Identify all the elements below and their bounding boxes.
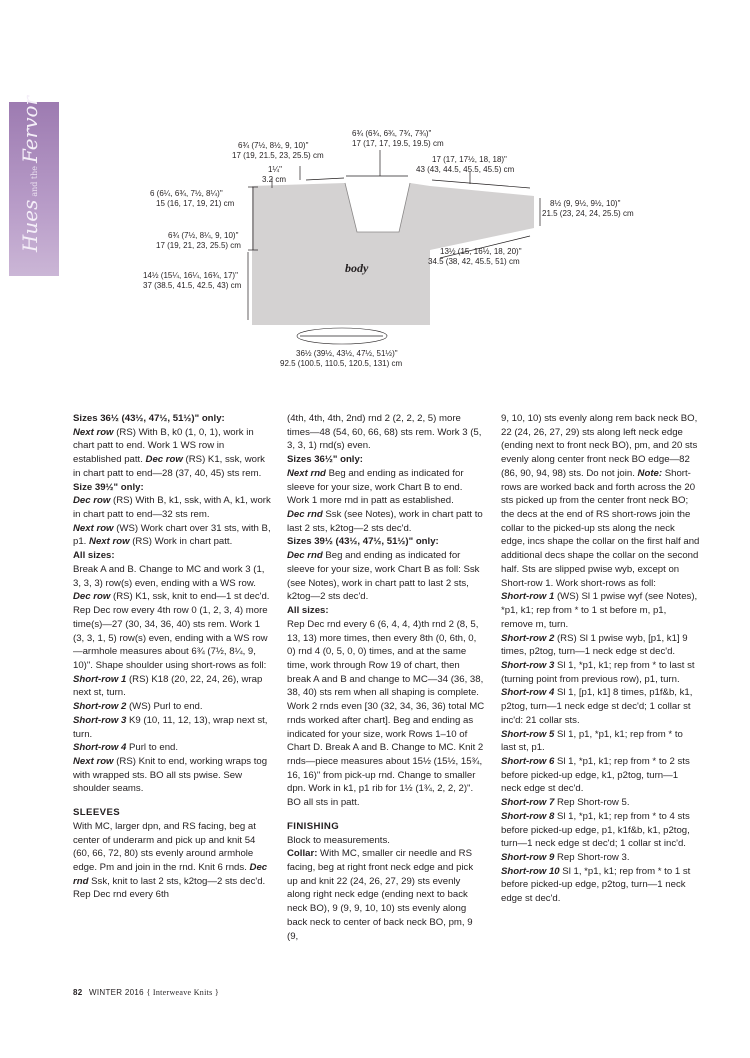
instruction-label: Next row [73, 755, 114, 767]
instruction-text: Sl 1, *p1, k1; rep from * to 1 st before picked-up edge, p2tog, turn—1 neck edge st dec'd. [501, 865, 691, 905]
instruction-label: Short-row 3 [73, 714, 127, 726]
instruction-text: Short-rows are worked back and forth across the 20 sts picked up from the center front neck BO; the decs at the end of RS short-rows join the collar to the picked-up sts along the neck edge, incs shape the collar on the first half and additional decs shape the collar on the second half. Sts are slipped pwise wyb, except on Short-row 1. Work short-rows as foll: [501, 467, 700, 589]
m-cuff-2: 21.5 (23, 24, 24, 25.5) cm [542, 209, 634, 218]
instruction-label: Dec row [73, 591, 111, 603]
instruction-label: Short-row 8 [501, 810, 555, 822]
paragraph [73, 673, 272, 700]
instruction-text: (RS) Sl 1 pwise wyb, [p1, k1] 9 times, p2tog, turn—1 neck edge st dec'd. [501, 632, 688, 658]
paragraph [501, 590, 700, 631]
size-heading: All sizes: [287, 605, 329, 617]
size-heading: Sizes 36½" only: [287, 454, 364, 466]
instruction-text: Rep Short-row 3. [554, 852, 630, 863]
tab-word-hues: Hues [18, 199, 42, 253]
instruction-label: Short-row 9 [501, 852, 555, 863]
instruction-label: Dec row [145, 454, 183, 466]
paragraph [501, 659, 700, 686]
instruction-text: 9, 10, 10) sts evenly along rem back neck BO, 22 (24, 26, 27, 29) sts along left neck edge (ending next to front neck BO), pm, and 20 sts evenly along center front neck BO edge—82 (86, 90, 94, 98) sts. Do not join. [501, 413, 698, 479]
instruction-label: Dec rnd [73, 862, 268, 887]
paragraph [287, 847, 486, 943]
instruction-label: Short-row 6 [501, 755, 555, 767]
m-body-len-2: 37 (38.5, 41.5, 42.5, 43) cm [143, 281, 242, 290]
instruction-text: Ssk (see Notes), work in chart patt to last 2 sts, k2tog—2 sts dec'd. [287, 509, 483, 534]
instruction-text: Sl 1, *p1, k1; rep from * to 2 sts before picked-up edge, k1, p2tog, turn—1 neck edge st dec'd. [501, 755, 690, 795]
instruction-text: Sl 1, [p1, k1] 8 times, p1f&b, k1, p2tog, turn—1 neck edge st dec'd; 1 collar st inc'd: 21 collar sts. [501, 687, 693, 726]
instruction-label: Short-row 4 [501, 687, 555, 699]
instruction-label: Next row [73, 426, 114, 438]
m-neck-drop-2: 3.2 cm [262, 175, 287, 184]
publication-name: { Interweave Knits } [146, 988, 219, 997]
column-3 [501, 412, 700, 943]
instruction-label: Short-row 1 [501, 591, 555, 603]
instruction-label: Next row [89, 536, 130, 548]
m-neck-outer-1: 6¾ (7½, 8½, 9, 10)" [238, 141, 309, 150]
instruction-text: Sl 1, p1, *p1, k1; rep from * to last st, p1. [501, 728, 683, 754]
m-upper-arm-2: 43 (43, 44.5, 45.5, 45.5) cm [416, 165, 515, 174]
instruction-text: Break A and B. Change to MC and work 3 (1, 3, 3, 3) row(s) even, ending with a WS row. [73, 563, 265, 589]
m-cuff-1: 8½ (9, 9½, 9½, 10)" [550, 199, 621, 208]
m-neck-inner-1: 6¾ (6¾, 6¾, 7¾, 7¾)" [352, 129, 432, 138]
tab-word-fervor: Fervor [18, 95, 42, 163]
instruction-label: Short-row 7 [501, 797, 555, 809]
instruction-text: (RS) Work in chart patt. [129, 536, 233, 548]
paragraph [73, 755, 272, 796]
instruction-label: Short-row 10 [501, 865, 560, 877]
paragraph [501, 755, 700, 796]
m-neck-inner-2: 17 (17, 17, 19.5, 19.5) cm [352, 139, 444, 148]
m-sleeve-2: 34.5 (38, 42, 45.5, 51) cm [428, 257, 520, 266]
instruction-text: K9 (10, 11, 12, 13), wrap next st, turn. [73, 714, 268, 740]
instruction-label: Next row [73, 522, 114, 534]
paragraph [501, 632, 700, 659]
column-2 [287, 412, 486, 943]
paragraph [287, 412, 486, 453]
instruction-text: Sl 1, *p1, k1; rep from * to last st (turning point from previous row), p1, turn. [501, 659, 695, 685]
size-heading: Size 39½" only: [73, 481, 144, 493]
instruction-text: Beg and ending as indicated for sleeve for your size, work Chart B as foll: Ssk (see Notes), work in chart patt to last 2 sts, k2tog—2 sts dec'd. [287, 550, 480, 603]
paragraph [287, 834, 486, 848]
instruction-text: Ssk, knit to last 2 sts, k2tog—2 sts dec'd. Rep Dec rnd every 6th [73, 875, 266, 901]
paragraph [287, 618, 486, 810]
tab-word-andthe: and the [30, 165, 39, 197]
paragraph [501, 728, 700, 755]
instruction-text: Purl to end. [126, 742, 179, 754]
instruction-text: (RS) K1, ssk, knit to end—1 st dec'd. Rep Dec row every 4th row 0 (1, 2, 3, 4) more time(s)—27 (30, 34, 36, 40) sts rem. Work 1 (3, 3, 1, 5) row(s) even, ending with a WS row—armhole measures about 6¾ (7½, 8¼, 9, 10)". Shape shoulder using short-rows as foll: [73, 591, 270, 671]
paragraph [287, 508, 486, 535]
m-shoulder-1: 6 (6¼, 6¾, 7½, 8¼)" [150, 189, 223, 198]
paragraph [73, 700, 272, 714]
paragraph [287, 549, 486, 604]
section-heading: FINISHING [287, 820, 340, 832]
paragraph [501, 412, 700, 590]
body-shape [252, 183, 430, 325]
instruction-label: Dec rnd [287, 509, 323, 521]
instruction-text: Rep Short-row 5. [554, 797, 630, 809]
size-heading: All sizes: [73, 550, 115, 562]
m-bust-2: 92.5 (100.5, 110.5, 120.5, 131) cm [280, 359, 403, 368]
size-heading: Sizes 36½ (43½, 47½, 51½)" only: [73, 413, 225, 424]
m-neck-outer-2: 17 (19, 21.5, 23, 25.5) cm [232, 151, 324, 160]
body-label: body [345, 261, 369, 275]
instruction-text: (RS) K18 (20, 22, 24, 26), wrap next st, turn. [73, 673, 263, 699]
paragraph [501, 851, 700, 865]
m-sleeve-1: 13½ (15, 16½, 18, 20)" [440, 247, 522, 256]
instruction-text: Block to measurements. [287, 834, 390, 846]
page-footer [73, 988, 219, 997]
instruction-label: Short-row 5 [501, 728, 555, 740]
instruction-label: Dec row [73, 495, 111, 507]
instruction-text: (RS) Knit to end, working wraps tog with wrapped sts. BO all sts pwise. Sew shoulder seams. [73, 755, 268, 795]
paragraph [501, 686, 700, 727]
paragraph [287, 467, 486, 508]
instruction-text: (4th, 4th, 4th, 2nd) rnd 2 (2, 2, 2, 5) more times—48 (54, 60, 66, 68) sts rem. Work 3 (5, 3, 3, 1) rnd(s) even. [287, 413, 482, 452]
m-shoulder-2: 15 (16, 17, 19, 21) cm [156, 199, 235, 208]
m-armhole-2: 17 (19, 21, 23, 25.5) cm [156, 241, 241, 250]
instruction-text: (RS) With B, k0 (1, 0, 1), work in chart patt to end. Work 1 WS row in established patt. [73, 426, 254, 466]
instruction-label: Collar: [287, 848, 318, 860]
m-armhole-1: 6¾ (7½, 8¼, 9, 10)" [168, 231, 239, 240]
issue-label: WINTER 2016 [89, 988, 144, 997]
instruction-text: (RS) K1, ssk, work in chart patt to end—28 (37, 40, 45) sts rem. [73, 454, 265, 479]
instruction-text: (RS) With B, k1, ssk, with A, k1, work in chart patt to end—32 sts rem. [73, 495, 271, 521]
instruction-label: Short-row 2 [73, 701, 127, 713]
instruction-label: Short-row 4 [73, 742, 127, 754]
m-upper-arm-1: 17 (17, 17½, 18, 18)" [432, 155, 507, 164]
paragraph [501, 865, 700, 906]
paragraph [73, 494, 272, 521]
instruction-text: (WS) Purl to end. [126, 701, 203, 713]
sleeve-shape [430, 186, 534, 250]
paragraph [73, 714, 272, 741]
page-number: 82 [73, 988, 83, 997]
garment-schematic [0, 120, 750, 380]
section-heading: SLEEVES [73, 807, 121, 819]
instruction-label: Short-row 1 [73, 673, 127, 685]
column-1 [73, 412, 272, 943]
paragraph [501, 796, 700, 810]
instruction-text: Beg and ending as indicated for sleeve for your size, work Chart B to end. Work 1 more rnd in patt as established. [287, 467, 464, 507]
paragraph [73, 563, 272, 673]
instruction-text: With MC, larger dpn, and RS facing, beg at center of underarm and pick up and knit 54 (60, 66, 72, 80) sts evenly around armhole edge. Pm and join in the rnd. Knit 6 rnds. [73, 820, 256, 873]
instruction-label: Short-row 2 [501, 632, 555, 644]
m-neck-drop-1: 1¼" [268, 165, 282, 174]
paragraph [73, 522, 272, 549]
instruction-label: Note: [637, 467, 663, 479]
instruction-text: Sl 1, *p1, k1; rep from * to 4 sts before picked-up edge, p1, k1f&b, k1, p2tog, turn—1 neck edge st dec'd; 1 collar st inc'd. [501, 810, 690, 850]
paragraph [73, 820, 272, 902]
instruction-label: Next rnd [287, 467, 326, 479]
paragraph [73, 741, 272, 755]
instruction-text: Rep Dec rnd every 6 (6, 4, 4, 4)th rnd 2 (8, 5, 13, 13) more times, then every 8th (0, 6th, 0, 0) rnd 4 (0, 5, 0, 0) times, and at the same time, work through Row 19 of chart, then break A and B and change to MC—34 (36, 38, 38, 40) sts rem when all shaping is complete. Work 2 rnds even [30 (32, 34, 36, 36) total MC rnds worked after chart]. Beg and ending as indicated for your size, work Rows 1–10 of Chart D. Break A and B. Change to MC. Knit 2 rnds—piece measures about 15½ (15½, 15¾, 16, 16)" from pick-up rnd. Change to smaller dpn. Work in k1, p1 rib for 1½ (1¾, 2, 2, 2)". BO all sts in patt. [287, 618, 485, 809]
paragraph [501, 810, 700, 851]
pattern-text [73, 412, 701, 943]
instruction-label: Dec rnd [287, 550, 323, 562]
instruction-text: (WS) Sl 1 pwise wyf (see Notes), *p1, k1; rep from * to 1 st before m, p1, remove m, turn. [501, 591, 698, 630]
m-body-len-1: 14½ (15¼, 16¼, 16¾, 17)" [143, 271, 238, 280]
size-heading: Sizes 39½ (43½, 47½, 51½)" only: [287, 536, 439, 548]
m-bust-1: 36½ (39½, 43½, 47½, 51½)" [296, 349, 398, 358]
instruction-label: Short-row 3 [501, 659, 555, 671]
instruction-text: With MC, smaller cir needle and RS facing, beg at right front neck edge and pick up and knit 22 (24, 26, 27, 29) sts evenly along right neck edge (ending next to back neck BO), 9 (9, 9, 10, 10) sts evenly along back neck to center of back neck BO, pm, 9 (9, [287, 848, 474, 942]
paragraph [73, 426, 272, 481]
instruction-text: (WS) Work chart over 31 sts, with B, p1. [73, 522, 271, 548]
